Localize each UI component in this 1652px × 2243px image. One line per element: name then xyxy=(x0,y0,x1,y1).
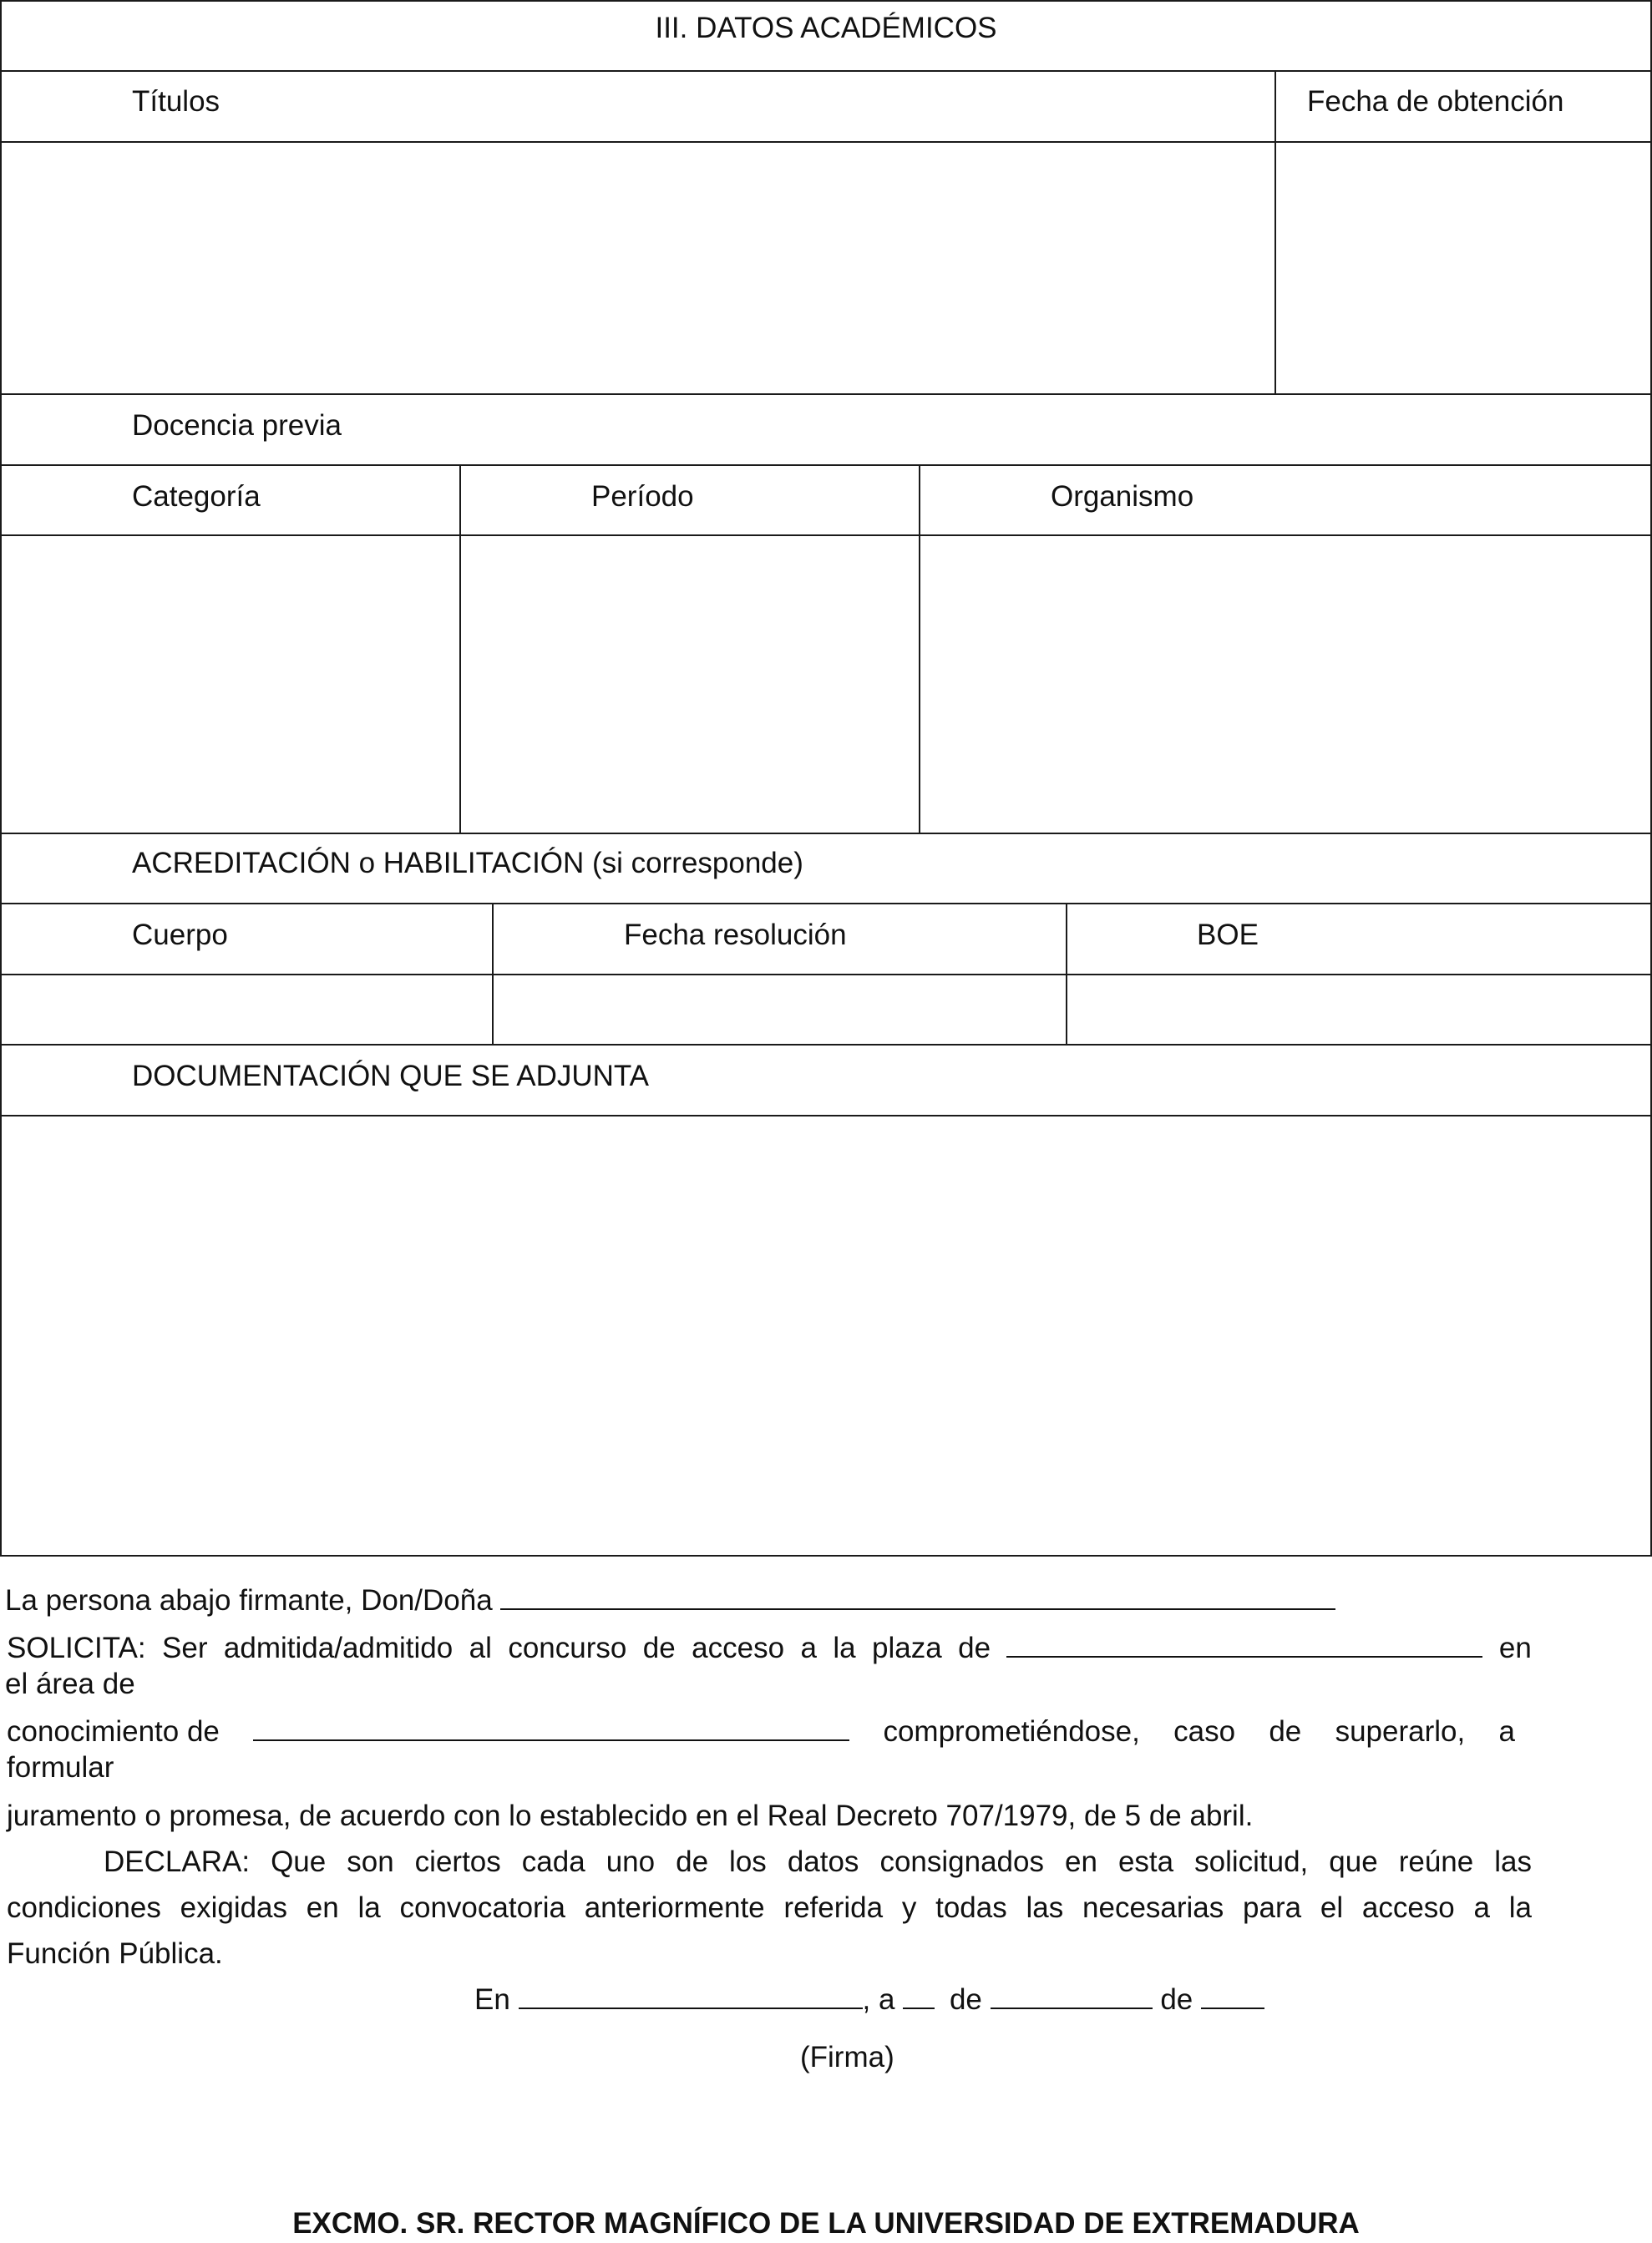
formular-line: formular xyxy=(7,1751,114,1784)
area-line: el área de xyxy=(5,1668,135,1700)
table-rule xyxy=(0,464,1652,466)
table-rule xyxy=(0,70,1652,72)
cuerpo-label: Cuerpo xyxy=(132,919,228,951)
declara-line-3: Función Pública. xyxy=(7,1937,223,1970)
titulos-label: Títulos xyxy=(132,85,220,118)
conocimiento-word: comprometiéndose, xyxy=(883,1715,1140,1748)
solicita-word: SOLICITA: xyxy=(7,1632,146,1664)
conocimiento-word: de xyxy=(1269,1715,1302,1748)
table-rule xyxy=(0,393,1652,395)
solicita-word: de xyxy=(642,1632,676,1664)
section-title: III. DATOS ACADÉMICOS xyxy=(655,12,997,44)
periodo-field[interactable] xyxy=(461,536,919,833)
solicita-word: la xyxy=(833,1632,856,1664)
categoria-label: Categoría xyxy=(132,480,261,513)
declara-line-1: DECLARA: Que son ciertos cada uno de los datos consignados en esta solicitud, que reúne las xyxy=(104,1846,1532,1878)
fecha-obtencion-label: Fecha de obtención xyxy=(1307,85,1564,118)
documentacion-field[interactable] xyxy=(2,1116,1650,1555)
fecha-resolucion-field[interactable] xyxy=(494,975,1066,1044)
date-de-1: de xyxy=(949,1983,982,2016)
day-blank[interactable] xyxy=(903,1982,935,2009)
month-blank[interactable] xyxy=(991,1982,1153,2009)
solicita-word: admitida/admitido xyxy=(223,1632,454,1664)
place-blank[interactable] xyxy=(519,1982,863,2009)
addressee: EXCMO. SR. RECTOR MAGNÍFICO DE LA UNIVERSIDAD DE EXTREMADURA xyxy=(292,2207,1360,2240)
place-date-line xyxy=(474,1982,1264,2018)
table-rule xyxy=(0,833,1652,834)
docencia-previa-label: Docencia previa xyxy=(132,409,342,442)
place-prefix: En xyxy=(474,1983,510,2016)
year-blank[interactable] xyxy=(1201,1982,1264,2009)
titulos-field[interactable] xyxy=(2,143,1274,393)
documentacion-label: DOCUMENTACIÓN QUE SE ADJUNTA xyxy=(132,1060,650,1092)
table-rule xyxy=(0,0,1652,2)
table-rule xyxy=(0,1044,1652,1046)
boe-field[interactable] xyxy=(1067,975,1650,1044)
table-rule xyxy=(0,903,1652,904)
date-a: , a xyxy=(862,1983,895,2016)
periodo-label: Período xyxy=(591,480,694,513)
conocimiento-line xyxy=(7,1714,1515,1749)
firmante-prefix: La persona abajo firmante, Don/Doña xyxy=(5,1584,493,1617)
solicita-line xyxy=(7,1631,1532,1666)
conocimiento-prefix: conocimiento de xyxy=(7,1715,220,1748)
solicita-word: acceso xyxy=(692,1632,785,1664)
cuerpo-field[interactable] xyxy=(2,975,492,1044)
solicita-word: concurso xyxy=(508,1632,627,1664)
organismo-label: Organismo xyxy=(1051,480,1194,513)
nombre-blank[interactable] xyxy=(500,1583,1335,1610)
juramento-line: juramento o promesa, de acuerdo con lo establecido en el Real Decreto 707/1979, de 5 de abril. xyxy=(7,1800,1254,1832)
firma-label: (Firma) xyxy=(800,2041,894,2073)
organismo-field[interactable] xyxy=(920,536,1650,833)
conocimiento-word: caso xyxy=(1173,1715,1236,1748)
solicita-word: Ser xyxy=(162,1632,208,1664)
solicita-word: de xyxy=(958,1632,991,1664)
categoria-field[interactable] xyxy=(2,536,459,833)
date-de-2: de xyxy=(1160,1983,1193,2016)
plaza-blank[interactable] xyxy=(1006,1631,1482,1658)
solicita-word: a xyxy=(800,1632,817,1664)
solicita-word: al xyxy=(469,1632,492,1664)
boe-label: BOE xyxy=(1197,919,1259,951)
conocimiento-word: a xyxy=(1498,1715,1515,1748)
acreditacion-label: ACREDITACIÓN o HABILITACIÓN (si corresponde) xyxy=(132,847,803,879)
fecha-obtencion-field[interactable] xyxy=(1276,143,1650,393)
declara-line-2: condiciones exigidas en la convocatoria anteriormente referida y todas las necesarias para el acceso a la xyxy=(7,1891,1532,1924)
solicita-word: plaza xyxy=(872,1632,942,1664)
solicita-suffix: en xyxy=(1498,1632,1532,1664)
firmante-line xyxy=(5,1583,1335,1618)
area-conocimiento-blank[interactable] xyxy=(253,1714,849,1741)
fecha-resolucion-label: Fecha resolución xyxy=(624,919,847,951)
conocimiento-word: superarlo, xyxy=(1335,1715,1466,1748)
table-rule xyxy=(0,1555,1652,1557)
